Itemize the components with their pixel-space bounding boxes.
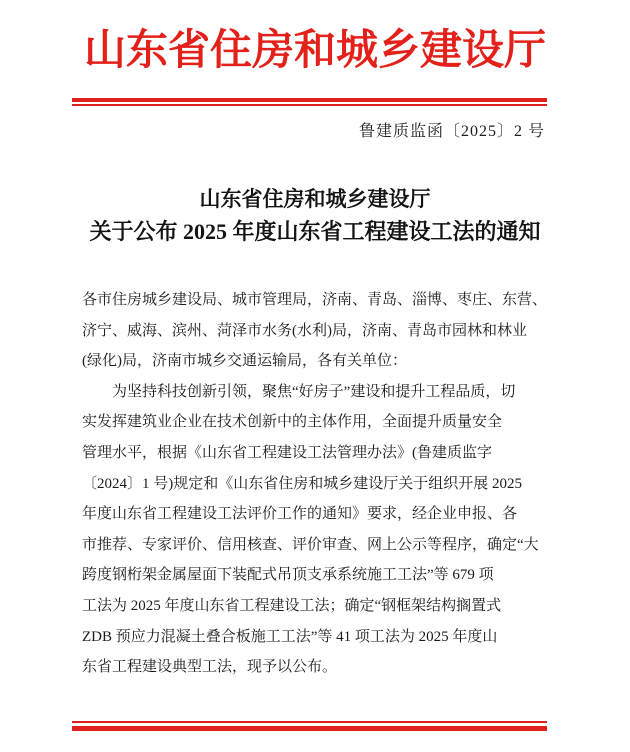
body-line-paragraph-6: 市推荐、专家评价、信用核查、评价审查、网上公示等程序，确定“大 [82, 536, 539, 553]
header-rule-thin [72, 104, 547, 106]
body-line-paragraph-4: 〔2024〕1 号)规定和《山东省住房和城乡建设厅关于组织开展 2025 [82, 475, 522, 492]
footer-rule-thin [72, 721, 547, 723]
body-line-paragraph-5: 年度山东省工程建设工法评价工作的通知》要求，经企业申报、各 [82, 506, 518, 523]
notice-title [0, 183, 630, 249]
body-line-recipients-3: (绿化)局，济南市城乡交通运输局，各有关单位： [82, 353, 407, 370]
letterhead-agency-title: 山东省住房和城乡建设厅 [83, 28, 546, 74]
body-line-paragraph-1: 为坚持科技创新引领，聚焦“好房子”建设和提升工程品质，切 [112, 383, 516, 400]
body-line-paragraph-2: 实发挥建筑业企业在技术创新中的主体作用，全面提升质量安全 [82, 414, 503, 431]
body-line-paragraph-8: 工法为 2025 年度山东省工程建设工法；确定“钢框架结构搁置式 [82, 597, 502, 614]
body-line-paragraph-7: 跨度钢桁架金属屋面下装配式吊顶支承系统施工工法”等 679 项 [82, 567, 494, 584]
notice-title-line2: 关于公布 2025 年度山东省工程建设工法的通知 [89, 219, 541, 244]
header-rule-thick [72, 98, 547, 102]
body-line-recipients-1: 各市住房城乡建设局、城市管理局，济南、青岛、淄博、枣庄、东营、 [82, 292, 548, 308]
notice-title-line1: 山东省住房和城乡建设厅 [199, 187, 431, 211]
document-reference-number: 鲁建质监函〔2025〕2 号 [358, 123, 545, 140]
body-line-paragraph-9: ZDB 预应力混凝土叠合板施工工法”等 41 项工法为 2025 年度山 [82, 628, 498, 645]
body-line-paragraph-3: 管理水平，根据《山东省工程建设工法管理办法》(鲁建质监字 [82, 444, 492, 461]
notice-body [82, 285, 548, 683]
footer-rule-thick [72, 726, 547, 731]
body-line-recipients-2: 济宁、威海、滨州、菏泽市水务(水利)局，济南、青岛市园林和林业 [82, 322, 527, 339]
body-line-paragraph-10: 东省工程建设典型工法，现予以公布。 [82, 659, 338, 676]
